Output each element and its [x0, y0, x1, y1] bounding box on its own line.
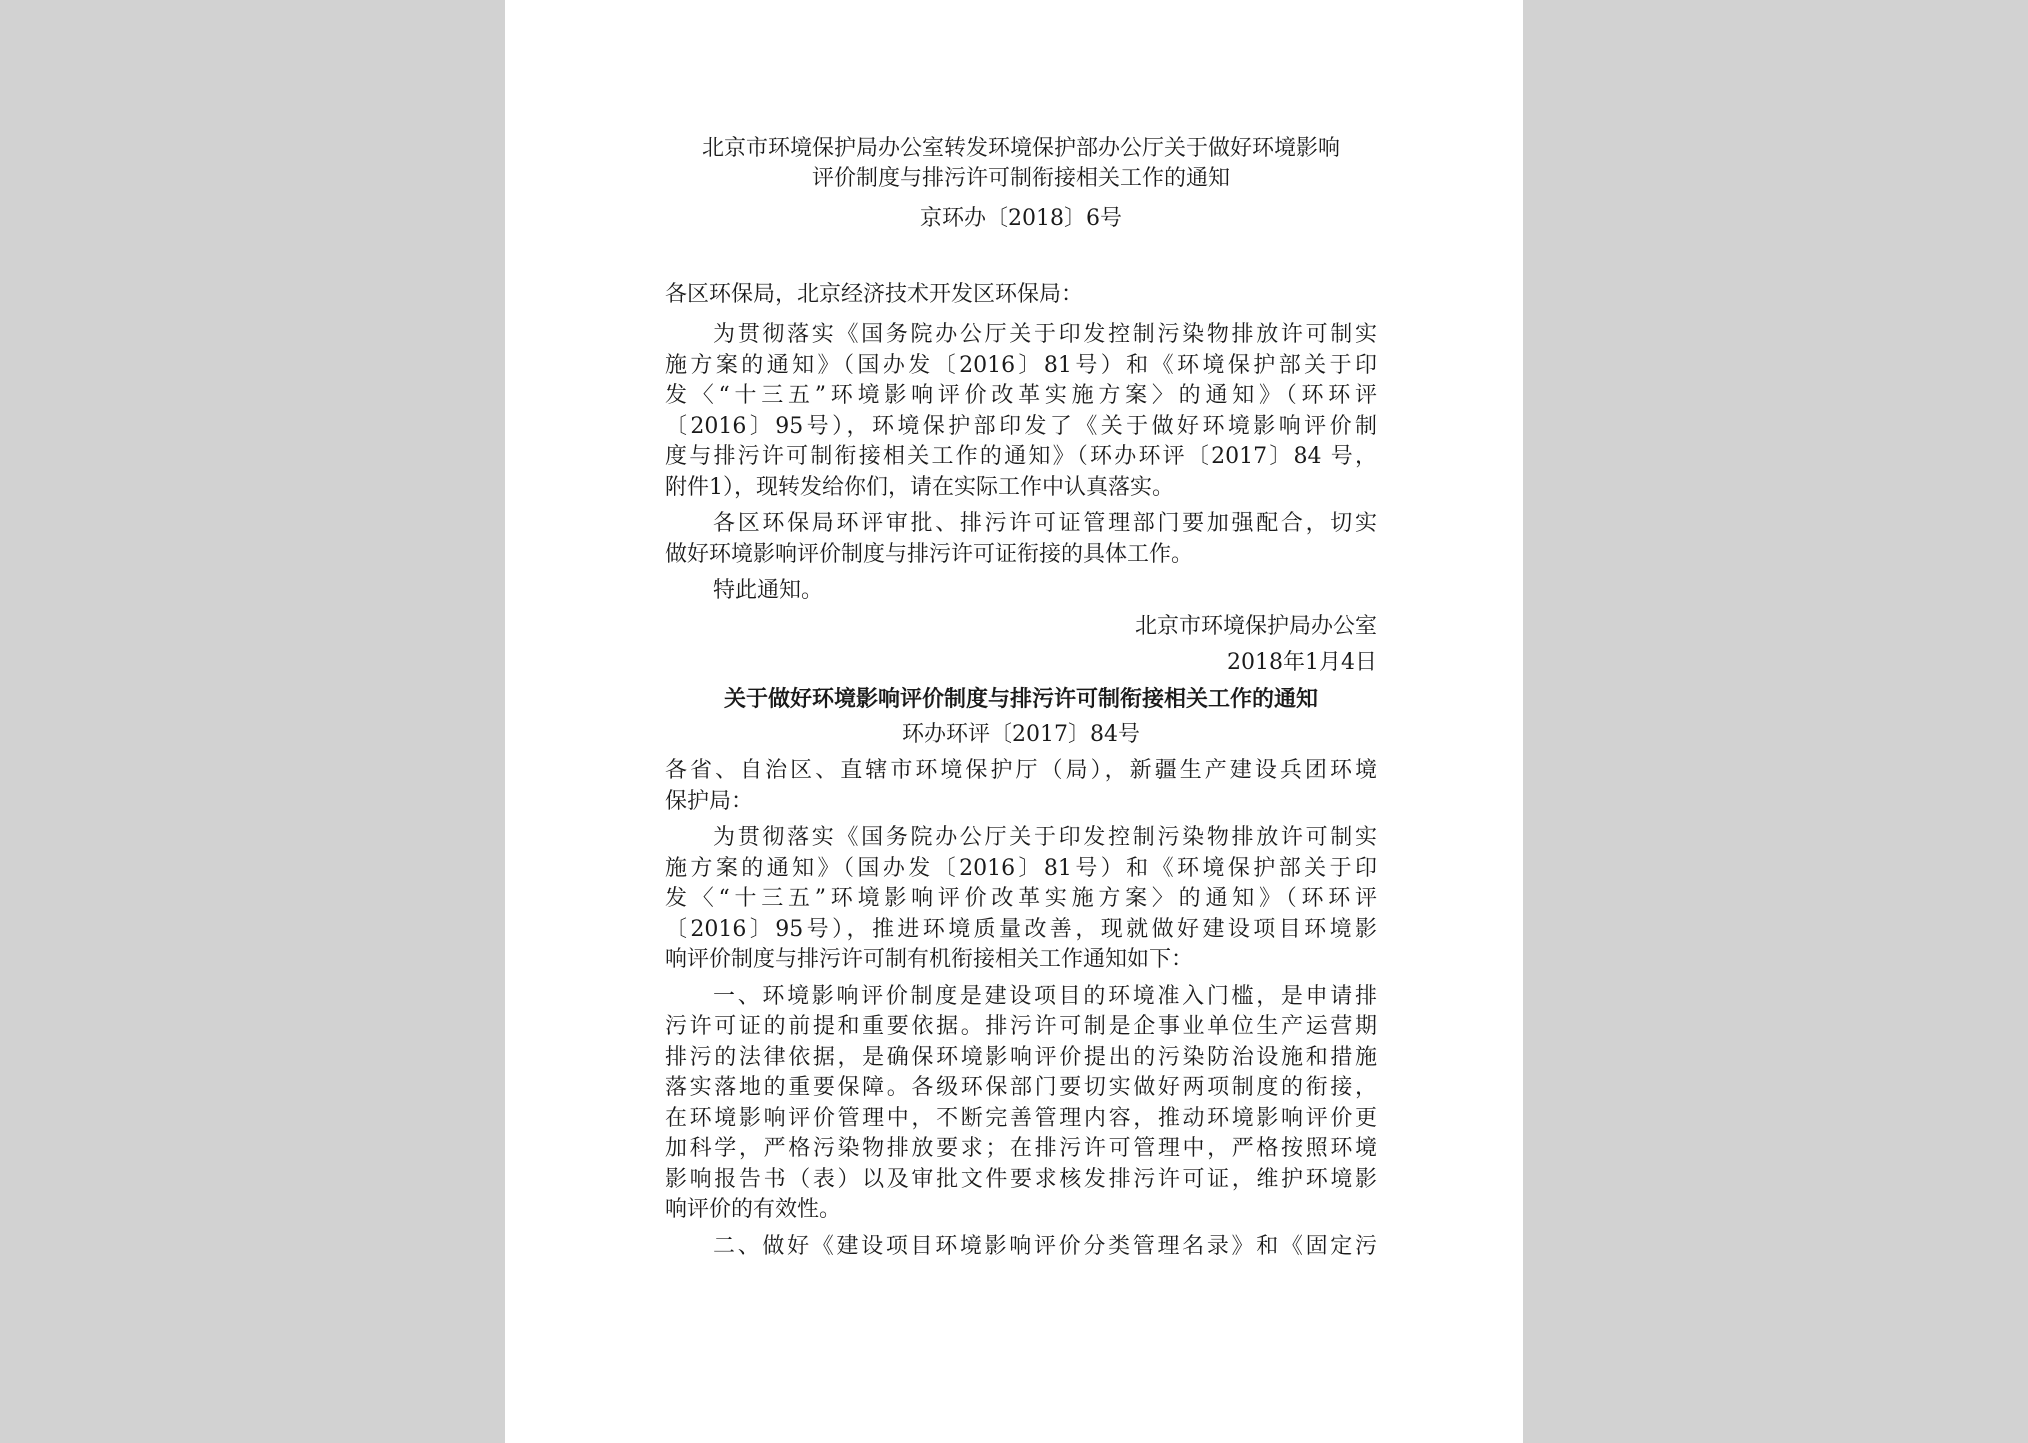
attachment-paragraph-1 [665, 823, 1377, 976]
closing-text: 特此通知。 [713, 578, 824, 603]
paragraph-line: 做好环境影响评价制度与排污许可证衔接的具体工作。 [665, 541, 1194, 567]
paragraph-line: 施方案的通知》（国办发〔2016〕81号）和《环境保护部关于印 [665, 855, 1377, 881]
paragraph-line: 加科学，严格污染物排放要求；在排污许可管理中，严格按照环境 [665, 1136, 1377, 1161]
paragraph-line: 保护局： [665, 788, 754, 814]
attachment-number: 环办环评〔2017〕84号 [902, 722, 1140, 747]
paragraph-line: 〔2016〕95号），推进环境质量改善，现就做好建设项目环境影 [665, 916, 1377, 942]
document-title-line-1: 北京市环境保护局办公室转发环境保护部办公厅关于做好环境影响 [701, 136, 1340, 161]
paragraph-line: 影响报告书（表）以及审批文件要求核发排污许可证，维护环境影 [665, 1166, 1377, 1192]
paragraph-1 [665, 320, 1377, 503]
paragraph-line: 响评价制度与排污许可制有机衔接相关工作通知如下： [665, 947, 1194, 972]
paragraph-line: 各省、自治区、直辖市环境保护厅（局），新疆生产建设兵团环境 [665, 758, 1377, 783]
paragraph-line: 一、环境影响评价制度是建设项目的环境准入门槛，是申请排 [713, 983, 1377, 1009]
paragraph-line: 附件1），现转发给你们，请在实际工作中认真落实。 [665, 474, 1174, 500]
paragraph-2 [665, 509, 1377, 570]
attachment-paragraph-2 [665, 982, 1377, 1226]
paragraph-line: 污许可证的前提和重要依据。排污许可制是企事业单位生产运营期 [665, 1014, 1377, 1039]
signature: 北京市环境保护局办公室 [1134, 614, 1377, 639]
paragraph-line: 施方案的通知》（国办发〔2016〕81号）和《环境保护部关于印 [665, 352, 1377, 378]
paragraph-line: 发〈“十三五”环境影响评价改革实施方案〉的通知》（环环评 [665, 886, 1377, 911]
paragraph-line: 响评价的有效性。 [665, 1197, 842, 1222]
attachment-title: 关于做好环境影响评价制度与排污许可制衔接相关工作的通知 [723, 686, 1318, 712]
document-content [665, 134, 1377, 1262]
attachment-addressee [665, 756, 1377, 817]
paragraph-line: 各区环保局环评审批、排污许可证管理部门要加强配合，切实 [713, 511, 1377, 536]
attachment-paragraph-3 [665, 1232, 1377, 1263]
paragraph-line: 为贯彻落实《国务院办公厅关于印发控制污染物排放许可制实 [713, 825, 1377, 850]
date: 2018年1月4日 [1227, 650, 1377, 675]
paragraph-line: 落实落地的重要保障。各级环保部门要切实做好两项制度的衔接， [665, 1075, 1377, 1100]
document-title-line-2: 评价制度与排污许可制衔接相关工作的通知 [811, 166, 1230, 191]
paragraph-line: 发〈“十三五”环境影响评价改革实施方案〉的通知》（环环评 [665, 383, 1377, 408]
addressee: 各区环保局，北京经济技术开发区环保局： [665, 282, 1084, 307]
paragraph-line: 度与排污许可制衔接相关工作的通知》（环办环评〔2017〕84 号， [665, 444, 1377, 469]
paragraph-line: 在环境影响评价管理中，不断完善管理内容，推动环境影响评价更 [665, 1105, 1377, 1131]
document-number: 京环办〔2018〕6号 [920, 206, 1122, 231]
paragraph-line: 排污的法律依据，是确保环境影响评价提出的污染防治设施和措施 [665, 1044, 1377, 1070]
paragraph-line: 〔2016〕95号），环境保护部印发了《关于做好环境影响评价制 [665, 413, 1377, 439]
paragraph-line: 为贯彻落实《国务院办公厅关于印发控制污染物排放许可制实 [713, 322, 1377, 347]
document-page [505, 0, 1523, 1443]
paragraph-line: 二、做好《建设项目环境影响评价分类管理名录》和《固定污 [713, 1233, 1377, 1259]
